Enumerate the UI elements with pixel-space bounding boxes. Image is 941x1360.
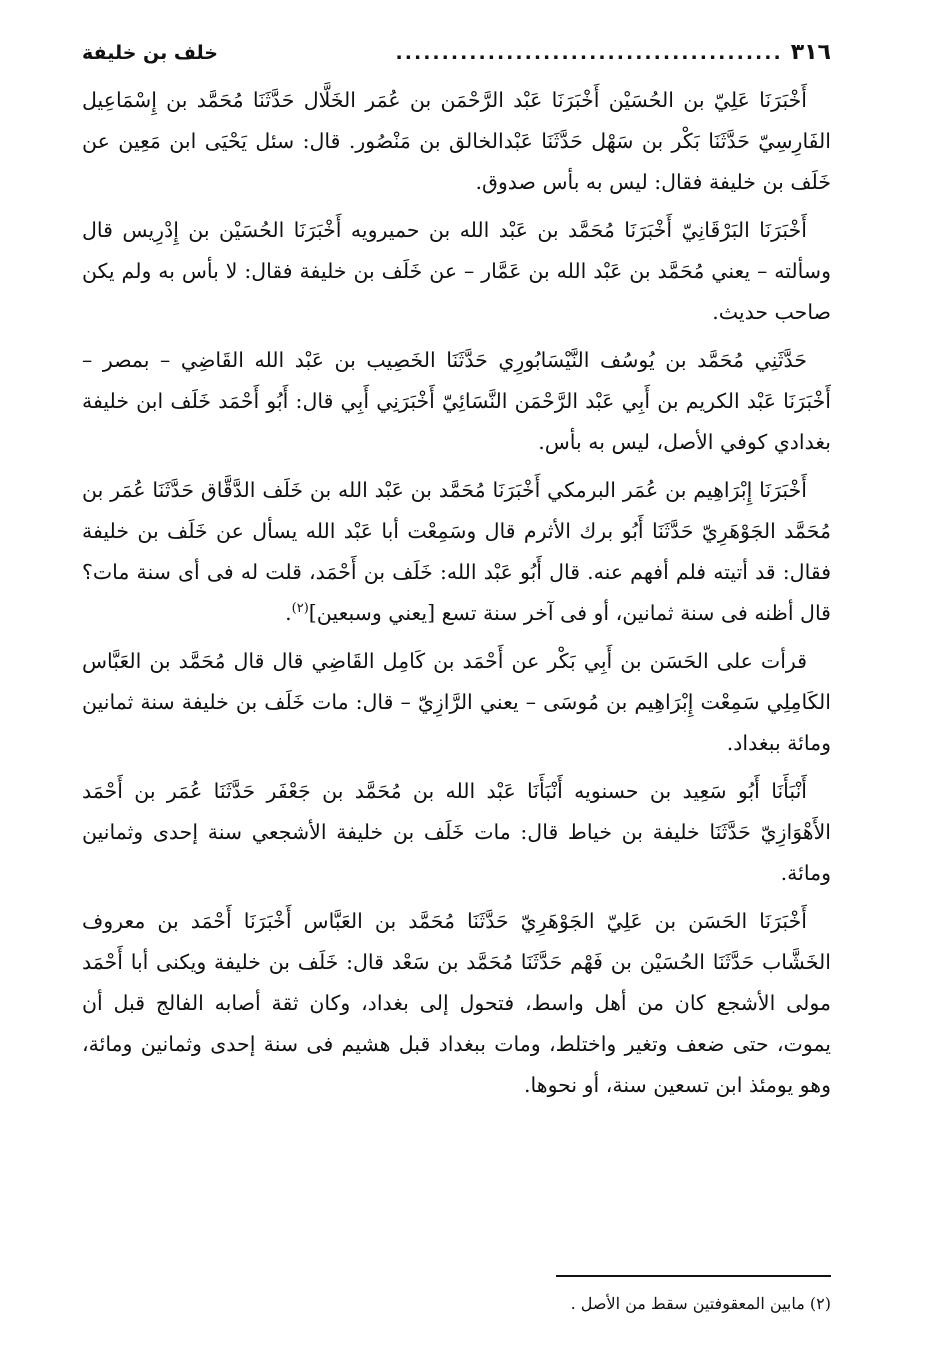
paragraph-6: أَنْبَأَنَا أَبُو سَعِيد بن حسنويه أَنْبَأَنَا عَبْد الله بن مُحَمَّد بن جَعْفَر حَدَّثَنَا عُمَر بن أَحْمَد الأَهْوَازِيّ حَدَّثَنَا خليفة بن خياط قال: مات خَلَف بن خليفة الأشجعي سنة إحدى وثمانين ومائة. [82,779,831,885]
page-number: ٣١٦ [790,40,831,65]
paragraph-2: أَخْبَرَنَا البَرْقَانِيّ أَخْبَرَنَا مُحَمَّد بن عَبْد الله بن حميرويه أَخْبَرَنَا الحُسَيْن بن إِدْرِيس قال وسألته – يعني مُحَمَّد بن عَبْد الله بن عَمَّار – عن خَلَف بن خليفة فقال: لا بأس به ولم يكن صاحب حديث. [82,218,831,324]
page-body [82,80,831,1106]
footnote-divider [556,1275,831,1277]
dot-leader: .......................................... [395,42,783,64]
footnote-reference[interactable]: (٢) [291,601,309,617]
paragraph-1: أَخْبَرَنَا عَلِيّ بن الحُسَيْن أَخْبَرَنَا عَبْد الرَّحْمَن بن عُمَر الخَلَّال حَدَّثَنَا مُحَمَّد بن إِسْمَاعِيل الفَارِسِيّ حَدَّثَنَا بَكْر بن سَهْل حَدَّثَنَا عَبْدالخالق بن مَنْصُور. قال: سئل يَحْيَى ابن مَعِين عن خَلَف بن خليفة فقال: ليس به بأس صدوق. [82,88,831,194]
paragraph-4-text: أَخْبَرَنَا إِبْرَاهِيم بن عُمَر البرمكي أَخْبَرَنَا مُحَمَّد بن عَبْد الله بن خَلَف الدَّقَّاق حَدَّثَنَا عُمَر بن مُحَمَّد الجَوْهَرِيّ حَدَّثَنَا أَبُو برك الأثرم قال وسَمِعْت أبا عَبْد الله يسأل عن خَلَف بن خليفة فقال: قد أتيته فلم أفهم عنه. قال أَبُو عَبْد الله: خَلَف بن أَحْمَد، قلت له فى أى سنة مات؟ قال أظنه فى سنة ثمانين، أو فى آخر سنة تسع [يعني وسبعين] [82,478,831,625]
footnote: (٢) مابين المعقوفتين سقط من الأصل . [570,1294,831,1313]
paragraph-3: حَدَّثَنِي مُحَمَّد بن يُوسُف النَّيْسَابُورِي حَدَّثَنَا الخَصِيب بن عَبْد الله القَاضِي – بمصر – أَخْبَرَنَا عَبْد الكريم بن أَبِي عَبْد الرَّحْمَن النَّسَائِيّ أَخْبَرَنِي أَبِي قال: أَبُو أَحْمَد خَلَف ابن خليفة بغدادي كوفي الأصل، ليس به بأس. [82,348,831,454]
paragraph-7: أَخْبَرَنَا الحَسَن بن عَلِيّ الجَوْهَرِيّ حَدَّثَنَا مُحَمَّد بن العَبَّاس أَخْبَرَنَا أَحْمَد بن معروف الخَشَّاب حَدَّثَنَا الحُسَيْن بن فَهْم حَدَّثَنَا مُحَمَّد بن سَعْد قال: خَلَف بن خليفة ويكنى أبا أَحْمَد مولى الأشجع كان من أهل واسط، فتحول إلى بغداد، وكان ثقة أصابه الفالج قبل أن يموت، حتى ضعف وتغير واختلط، ومات ببغداد قبل هشيم فى سنة إحدى وثمانين ومائة، وهو يومئذ ابن تسعين سنة، أو نحوها. [82,909,832,1097]
running-title: خلف بن خليفة [82,42,218,64]
paragraph-4: أَخْبَرَنَا إِبْرَاهِيم بن عُمَر البرمكي أَخْبَرَنَا مُحَمَّد بن عَبْد الله بن خَلَف الدَّقَّاق حَدَّثَنَا عُمَر بن مُحَمَّد الجَوْهَرِيّ حَدَّثَنَا أَبُو برك الأثرم قال وسَمِعْت أبا عَبْد الله يسأل عن خَلَف بن خليفة فقال: قد أتيته فلم أفهم عنه. قال أَبُو عَبْد الله: خَلَف بن أَحْمَد، قلت له فى أى سنة مات؟ قال أظنه فى سنة ثمانين، أو فى آخر سنة تسع [يعني وسبعين]$^{(٢)}$. [82,478,831,625]
paragraph-5: قرأت على الحَسَن بن أَبِي بَكْر عن أَحْمَد بن كَامِل القَاضِي قال قال مُحَمَّد بن العَبَّاس الكَامِلِي سَمِعْت إِبْرَاهِيم بن مُوسَى – يعني الرَّازِيّ – قال: مات خَلَف بن خليفة سنة ثمانين ومائة ببغداد. [82,649,831,755]
page-header [82,40,831,76]
